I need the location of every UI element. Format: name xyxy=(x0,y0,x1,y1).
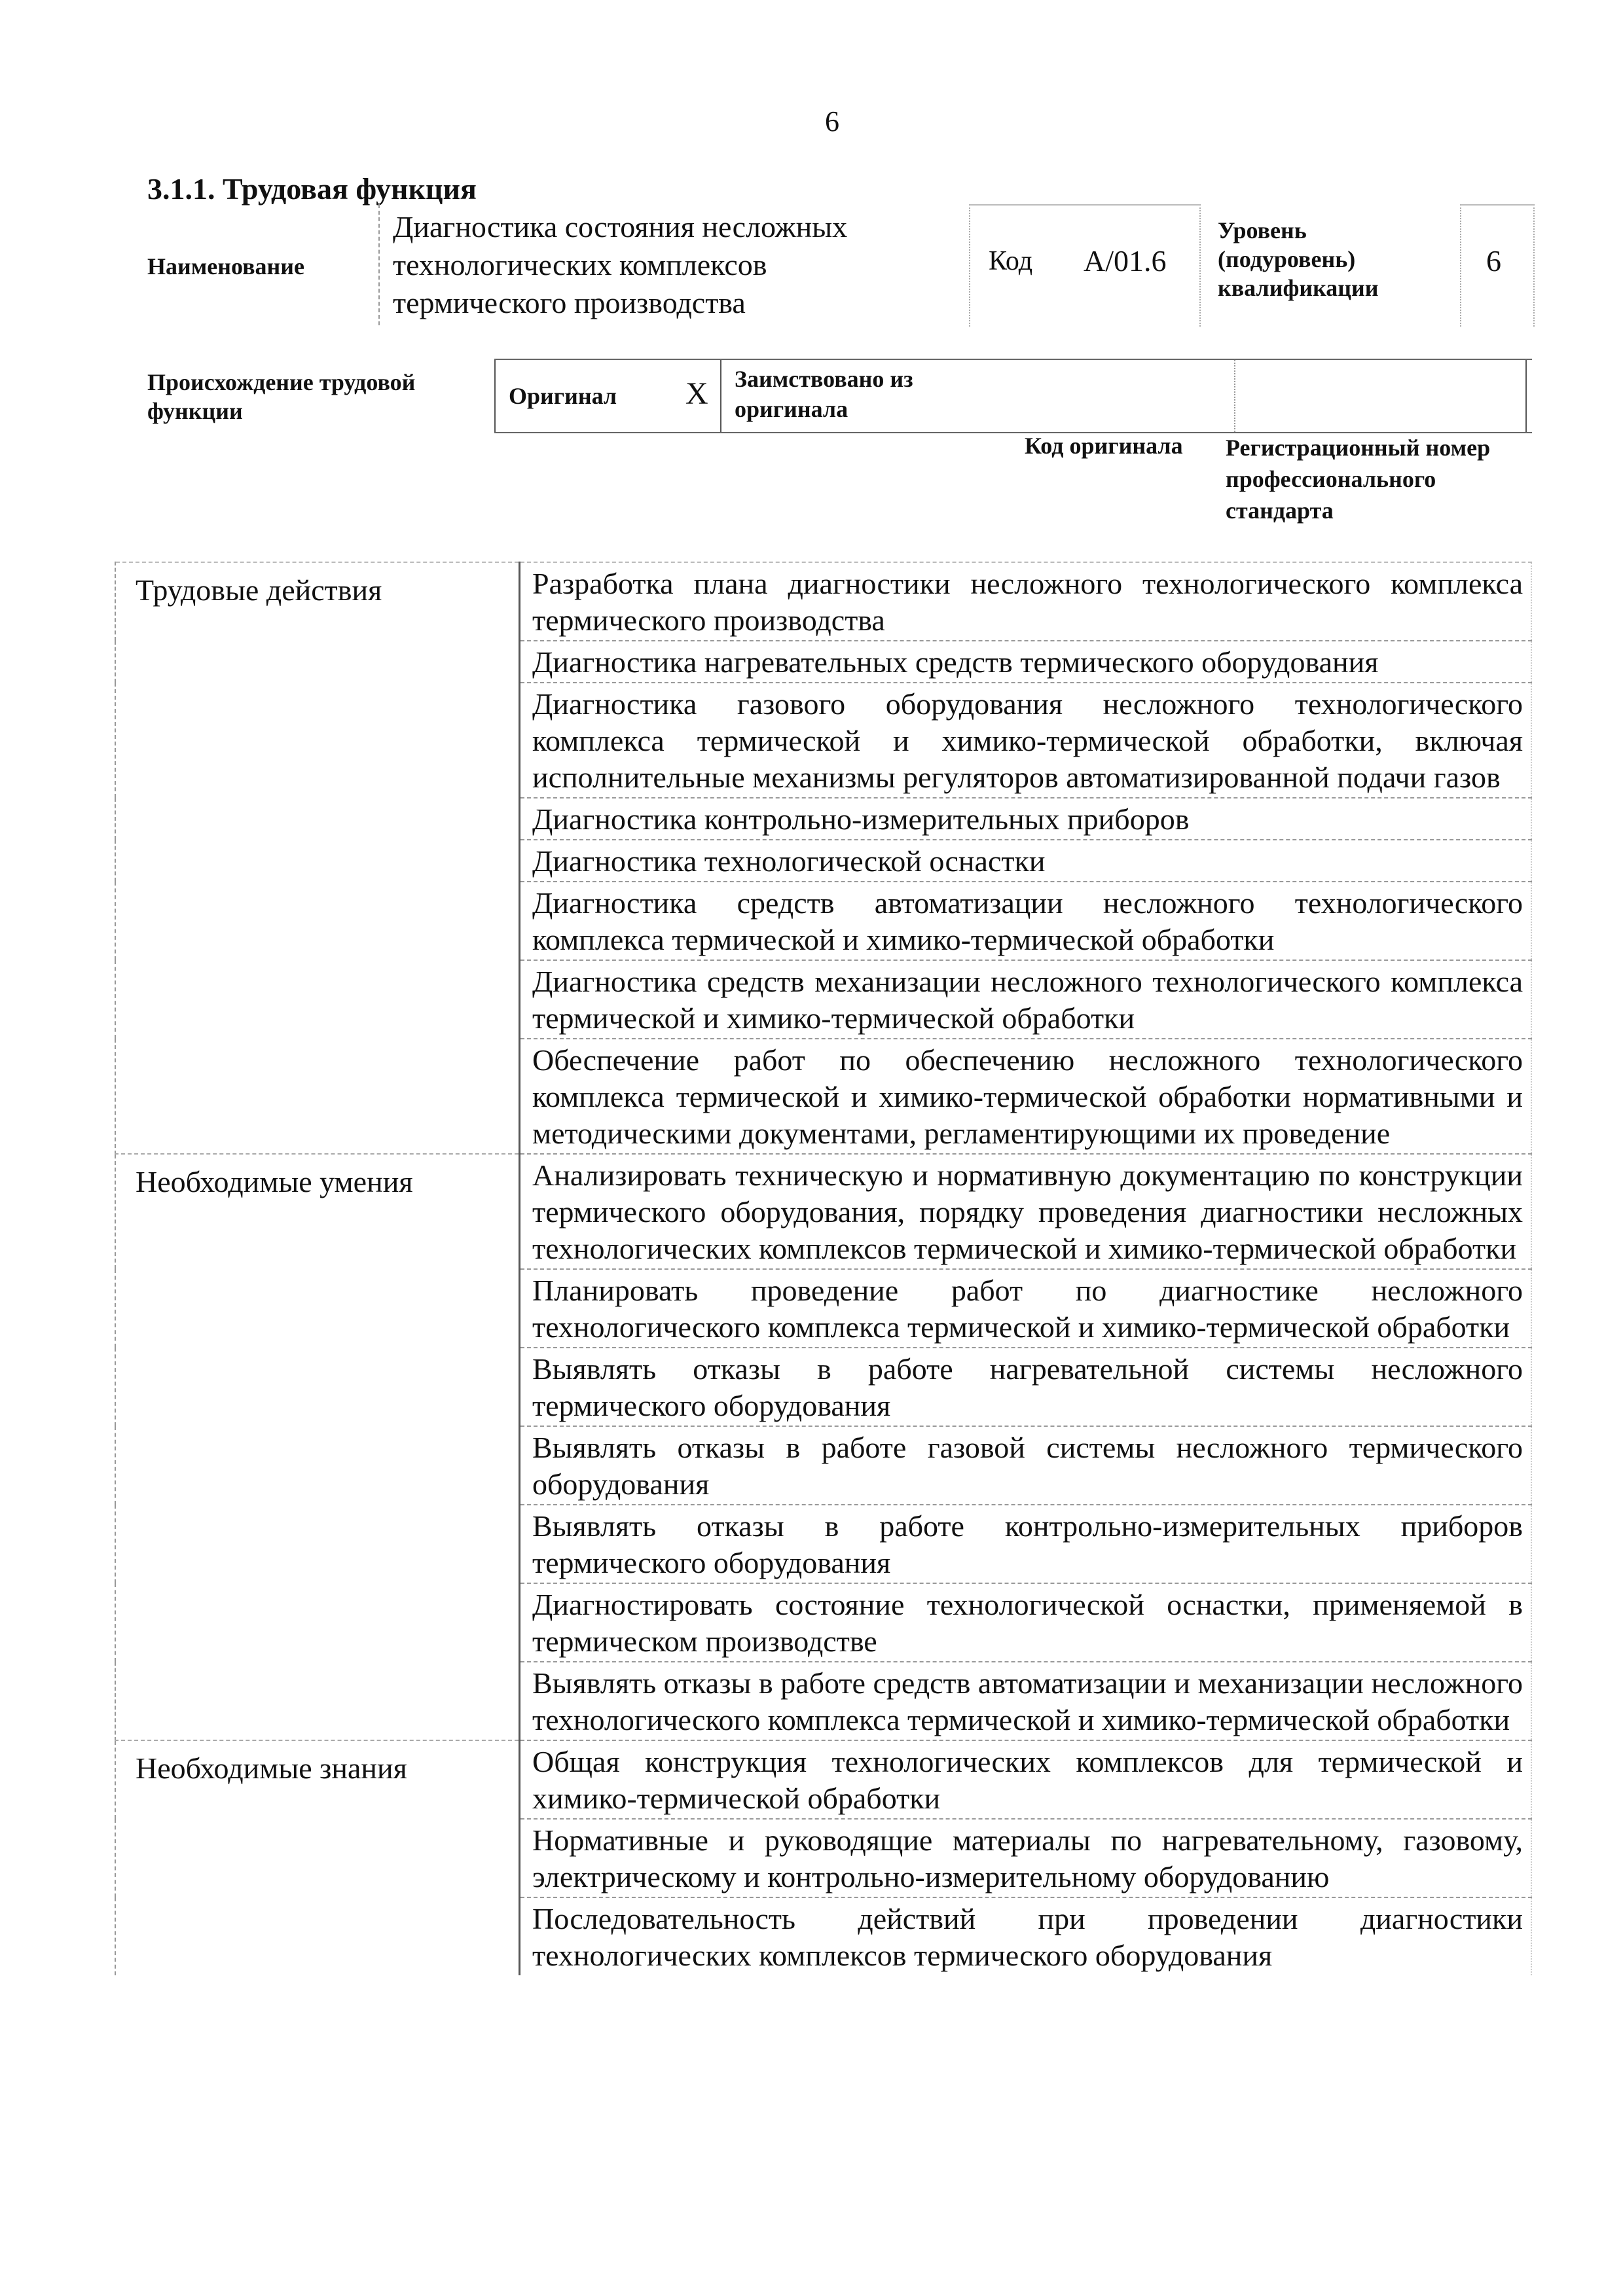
required-skills-heading: Необходимые умения xyxy=(115,1154,520,1740)
original-label: Оригинал xyxy=(509,383,617,409)
list-item: Разработка плана диагностики несложного технологического комплекса термического производства xyxy=(520,562,1532,641)
original-code-label: Код оригинала xyxy=(1025,433,1183,459)
list-item: Диагностика технологической оснастки xyxy=(520,840,1532,882)
table-row xyxy=(115,1740,1531,1819)
page-number: 6 xyxy=(825,105,839,137)
list-item: Диагностировать состояние технологической оснастки, применяемой в термическом производстве xyxy=(520,1583,1532,1662)
original-cell xyxy=(494,360,720,432)
labor-actions-heading: Трудовые действия xyxy=(115,562,520,1154)
code-label: Код xyxy=(989,246,1033,276)
list-item: Последовательность действий при проведении диагностики технологических комплексов термического оборудования xyxy=(520,1897,1532,1975)
list-item: Выявлять отказы в работе нагревательной системы несложного термического оборудования xyxy=(520,1348,1532,1426)
list-item: Диагностика средств автоматизации несложного технологического комплекса термической и химико-термической обработки xyxy=(520,882,1532,960)
list-item: Анализировать техническую и нормативную документацию по конструкции термического оборудования, порядку проведения диагностики несложных технологических комплексов термической и химико-термической обработки xyxy=(520,1154,1532,1269)
reg-number-cell xyxy=(1525,360,1532,432)
list-item: Диагностика газового оборудования несложного технологического комплекса термической и химико-термической обработки, включая исполнительные механизмы регуляторов автоматизированной подачи газов xyxy=(520,683,1532,798)
code-value: A/01.6 xyxy=(1084,244,1167,278)
original-mark: X xyxy=(685,376,708,411)
section-title: 3.1.1. Трудовая функция xyxy=(147,172,477,206)
original-code-cell xyxy=(1234,360,1525,432)
list-item: Выявлять отказы в работе средств автоматизации и механизации несложного технологического комплекса термической и химико-термической обработки xyxy=(520,1662,1532,1740)
borrowed-cell xyxy=(720,360,1234,432)
function-details-table xyxy=(115,562,1532,1975)
list-item: Диагностика контрольно-измерительных приборов xyxy=(520,798,1532,840)
list-item: Диагностика нагревательных средств термического оборудования xyxy=(520,641,1532,683)
function-details-body xyxy=(115,562,1531,1975)
origin-label: Происхождение трудовой функции xyxy=(147,369,416,424)
list-item: Выявлять отказы в работе контрольно-измерительных приборов термического оборудования xyxy=(520,1505,1532,1583)
table-row xyxy=(115,1154,1531,1269)
registration-number-label: Регистрационный номер профессионального стандарта xyxy=(1226,435,1491,524)
function-name: Диагностика состояния несложных технологических комплексов термического производства xyxy=(393,210,848,319)
list-item: Нормативные и руководящие материалы по нагревательному, газовому, электрическому и контрольно-измерительному оборудованию xyxy=(520,1819,1532,1897)
qualification-level-value: 6 xyxy=(1486,244,1501,278)
list-item: Планировать проведение работ по диагностике несложного технологического комплекса термической и химико-термической обработки xyxy=(520,1269,1532,1348)
origin-row xyxy=(494,359,1532,433)
name-label: Наименование xyxy=(147,253,304,279)
required-knowledge-heading: Необходимые знания xyxy=(115,1740,520,1975)
qualification-level-label: Уровень (подуровень) квалификации xyxy=(1218,217,1379,301)
list-item: Обеспечение работ по обеспечению несложного технологического комплекса термической и химико-термической обработки нормативными и методическими документами, регламентирующими их проведение xyxy=(520,1039,1532,1154)
borrowed-label: Заимствовано из оригинала xyxy=(735,366,913,422)
list-item: Общая конструкция технологических комплексов для термической и химико-термической обработки xyxy=(520,1740,1532,1819)
list-item: Диагностика средств механизации несложного технологического комплекса термической и химико-термической обработки xyxy=(520,960,1532,1039)
list-item: Выявлять отказы в работе газовой системы несложного термического оборудования xyxy=(520,1426,1532,1505)
table-row xyxy=(115,562,1531,641)
